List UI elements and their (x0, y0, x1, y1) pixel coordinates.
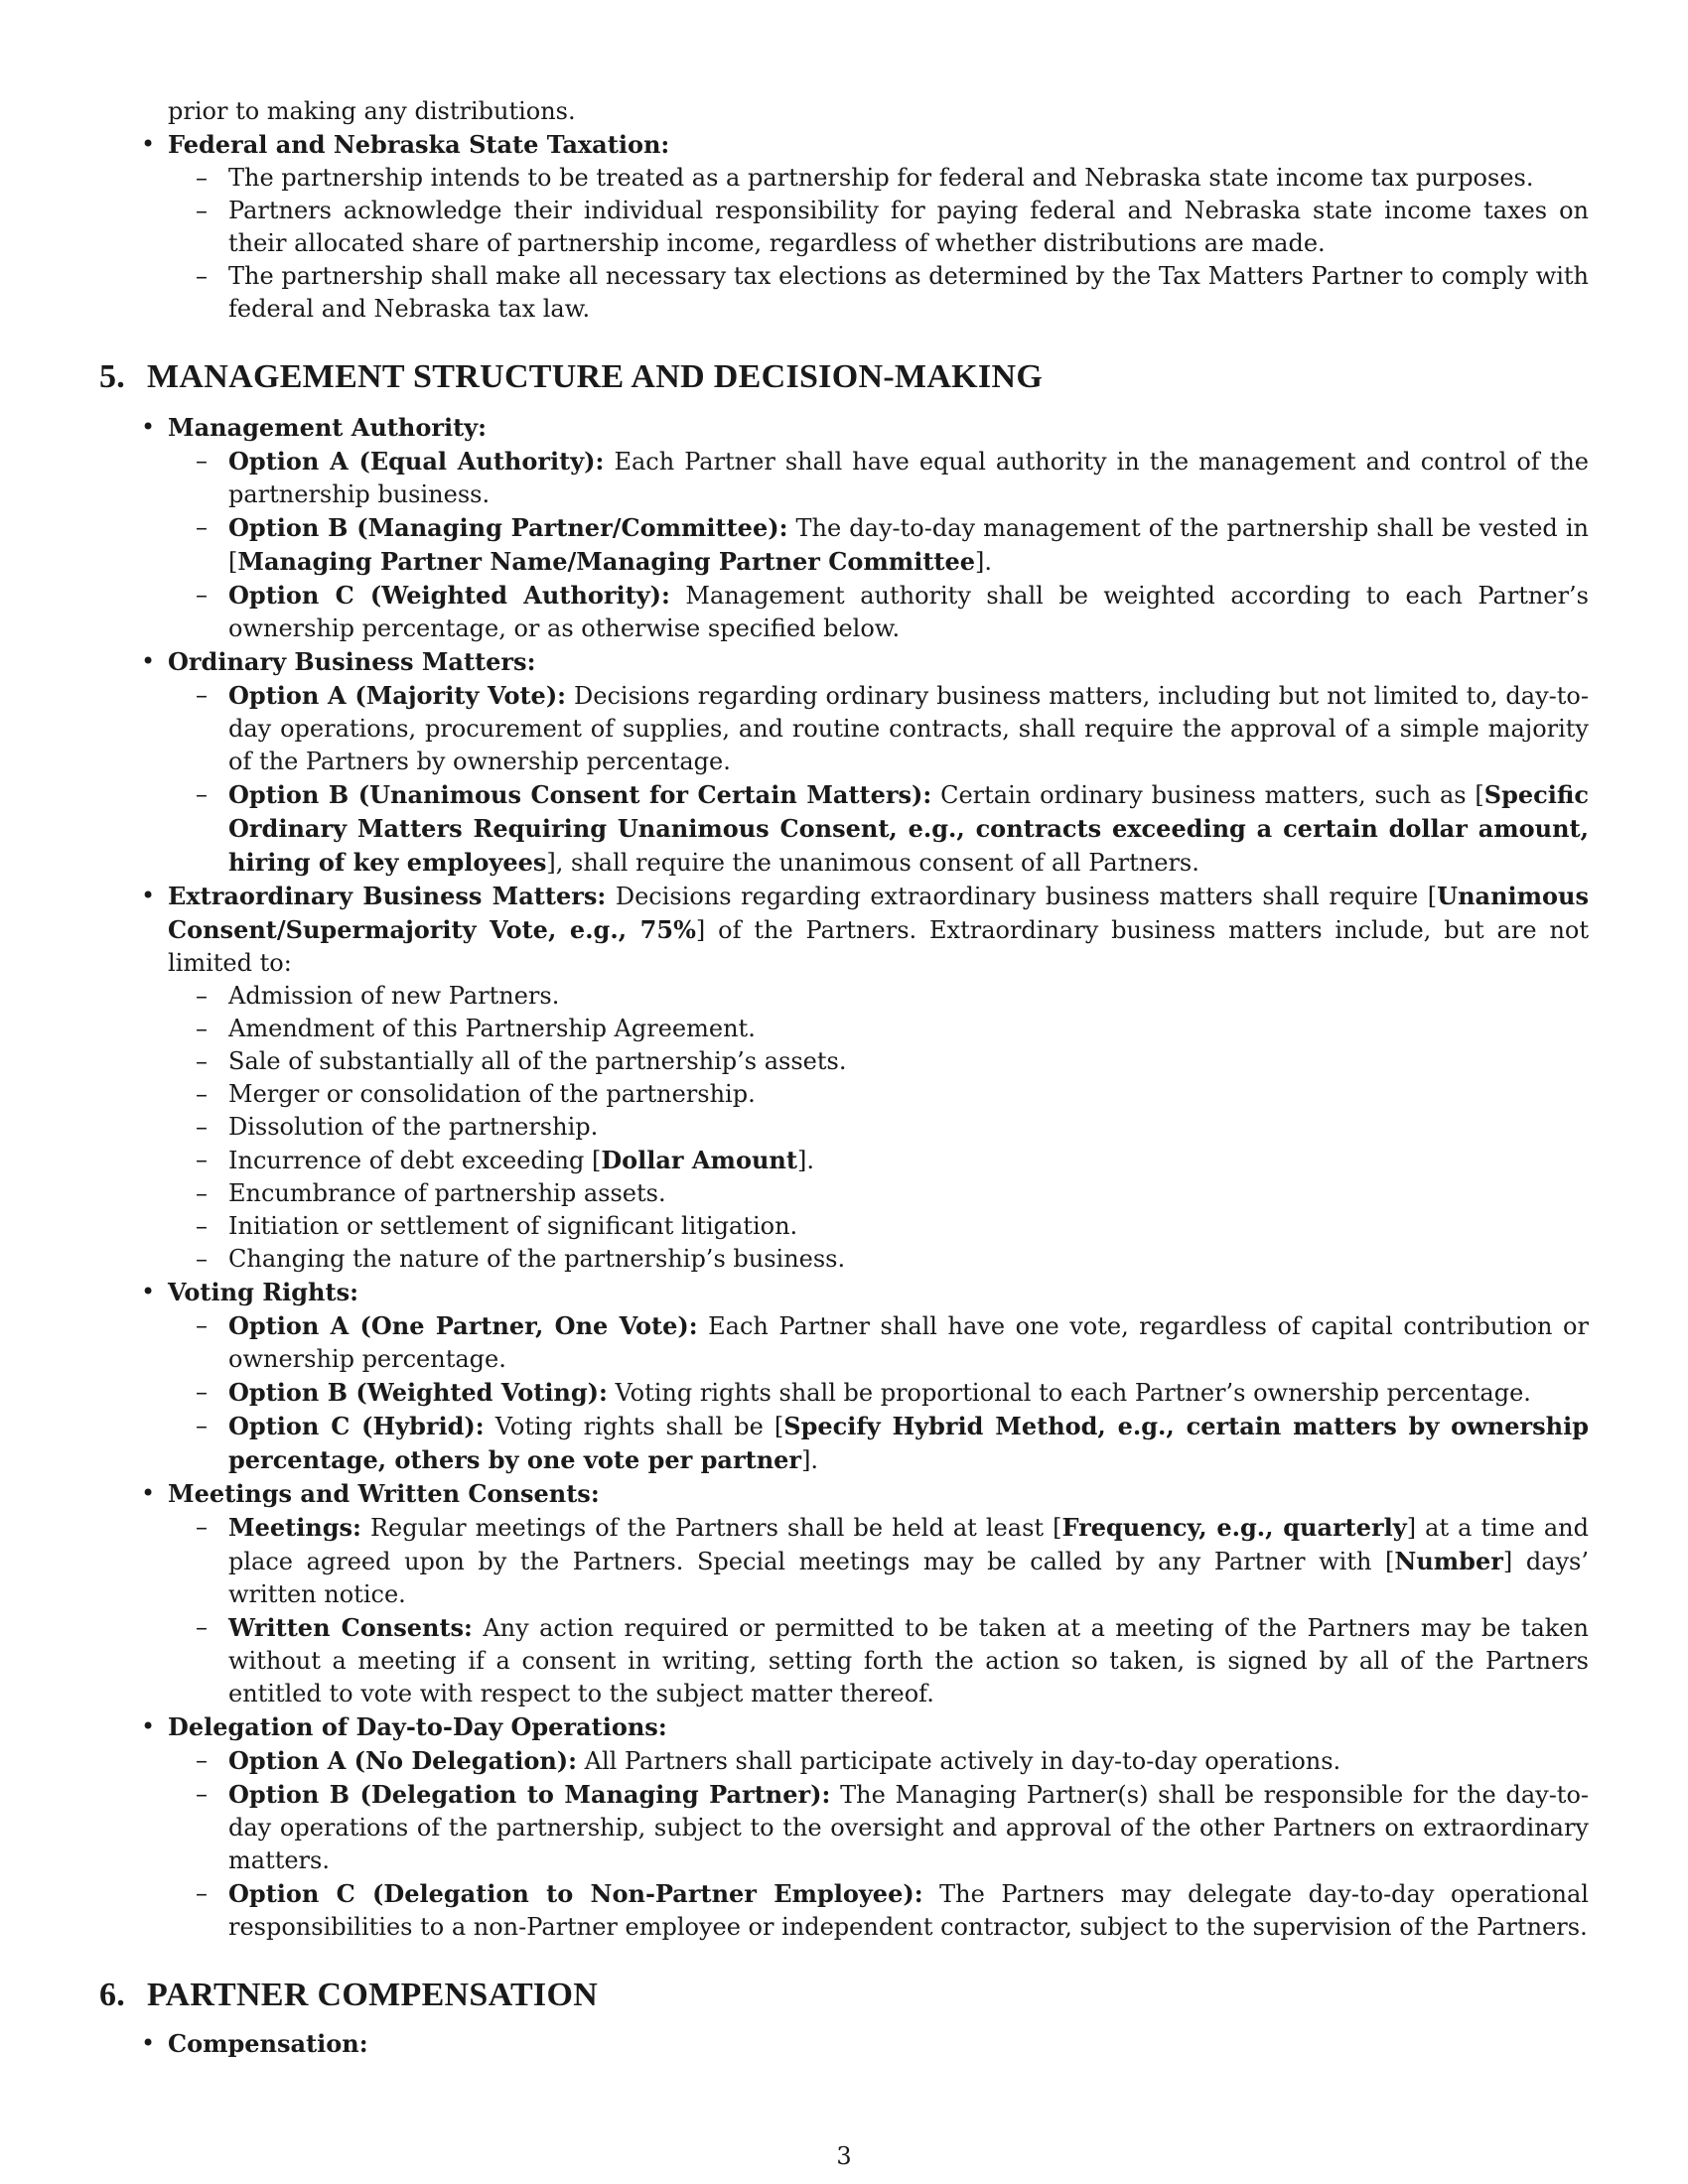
option-item: – Option A (Majority Vote): Decisions regarding ordinary business matters, including but not limited to, day-to-day operations, procurement of supplies, and routine contracts, shall require the approval of a simple majority of the Partners by ownership percentage. (228, 679, 1589, 778)
list-item: – Encumbrance of partnership assets. (228, 1177, 1589, 1210)
option-item: – Meetings: Regular meetings of the Partners shall be held at least [Frequency, e.g., quarterly] at a time and place agreed upon by the Partners. Special meetings may be called by any Partner with [Number] days’ written notice. (228, 1511, 1589, 1611)
list-item: – Dissolution of the partnership. (228, 1111, 1589, 1144)
tax-list (99, 128, 1589, 326)
tax-item (168, 128, 1589, 326)
page-number: 3 (836, 2142, 852, 2170)
extraordinary-matters-item: • Extraordinary Business Matters: Decisions regarding extraordinary business matters shall require [Unanimous Consent/Supermajority Vote, e.g., 75%] of the Partners. Extraordinary business matters include, but are not limited to: – Admission of new Partners. – Amendment of this Partnership Agreement. – Sale of substantially all of the partnership’s assets. – Merger or consolidation of the partnership. – Dissolution of the partnership. – Incurrence of debt exceeding [Dollar Amount]. – Encumbrance of partnership assets. – Initiation or settlement of significant litigation. – Changing the nature of the partnership’s business. (168, 880, 1589, 1276)
option-item: – Option B (Unanimous Consent for Certain Matters): Certain ordinary business matters, such as [Specific Ordinary Matters Requiring Unanimous Consent, e.g., contracts exceeding a certain dollar amount, hiring of key employees], shall require the unanimous consent of all Partners. (228, 778, 1589, 880)
section-5-heading: 5. MANAGEMENT STRUCTURE AND DECISION-MAKING (99, 358, 1044, 395)
list-item: – Initiation or settlement of significant litigation. (228, 1210, 1589, 1243)
meetings-item: • Meetings and Written Consents: – Meetings: Regular meetings of the Partners shall be held at least [Frequency, e.g., quarterly] at a time and place agreed upon by the Partners. Special meetings may be called by any Partner with [Number] days’ written notice. – Written Consents: Any action required or permitted to be taken at a meeting of the Partners may be taken without a meeting if a consent in writing, setting forth the action so taken, is signed by all of the Partners entitled to vote with respect to the subject matter thereof. (168, 1477, 1589, 1710)
section-5-list (99, 411, 1589, 1944)
section-6-list (99, 2027, 1589, 2061)
option-item: – Option B (Delegation to Managing Partner): The Managing Partner(s) shall be responsible for the day-to-day operations of the partnership, subject to the oversight and approval of the other Partners on extraordinary matters. (228, 1778, 1589, 1877)
tax-subitem: – The partnership intends to be treated as a partnership for federal and Nebraska state income tax purposes. (228, 162, 1589, 195)
option-item: – Option C (Weighted Authority): Management authority shall be weighted according to each Partner’s ownership percentage, or as otherwise specified below. (228, 579, 1589, 645)
option-item: – Option B (Managing Partner/Committee): The day-to-day management of the partnership shall be vested in [Managing Partner Name/Managing Partner Committee]. (228, 511, 1589, 579)
option-item: – Option A (No Delegation): All Partners shall participate actively in day-to-day operations. (228, 1744, 1589, 1778)
option-item: – Option C (Delegation to Non-Partner Employee): The Partners may delegate day-to-day operational responsibilities to a non-Partner employee or independent contractor, subject to the supervision of the Partners. (228, 1877, 1589, 1944)
option-item: – Option C (Hybrid): Voting rights shall be [Specify Hybrid Method, e.g., certain matters by ownership percentage, others by one vote per partner]. (228, 1410, 1589, 1477)
section-6-heading: 6. PARTNER COMPENSATION (99, 1977, 599, 2013)
option-item: – Written Consents: Any action required or permitted to be taken at a meeting of the Partners may be taken without a meeting if a consent in writing, setting forth the action so taken, is signed by all of the Partners entitled to vote with respect to the subject matter thereof. (228, 1611, 1589, 1710)
list-item: – Sale of substantially all of the partnership’s assets. (228, 1045, 1589, 1078)
option-item: – Option A (Equal Authority): Each Partner shall have equal authority in the management and control of the partnership business. (228, 445, 1589, 511)
tax-subitem: – The partnership shall make all necessary tax elections as determined by the Tax Matters Partner to comply with federal and Nebraska tax law. (228, 260, 1589, 326)
continuation-text: prior to making any distributions. (168, 97, 576, 125)
list-item: – Admission of new Partners. (228, 980, 1589, 1013)
compensation-item: • Compensation: (168, 2027, 1589, 2061)
list-item: – Merger or consolidation of the partnership. (228, 1078, 1589, 1111)
ordinary-matters-item: • Ordinary Business Matters: – Option A (Majority Vote): Decisions regarding ordinary business matters, including but not limited to, day-to-day operations, procurement of supplies, and routine contracts, shall require the approval of a simple majority of the Partners by ownership percentage. – Option B (Unanimous Consent for Certain Matters): Certain ordinary business matters, such as [Specific Ordinary Matters Requiring Unanimous Consent, e.g., contracts exceeding a certain dollar amount, hiring of key employees], shall require the unanimous consent of all Partners. (168, 645, 1589, 880)
voting-rights-item: • Voting Rights: – Option A (One Partner, One Vote): Each Partner shall have one vote, regardless of capital contribution or ownership percentage. – Option B (Weighted Voting): Voting rights shall be proportional to each Partner’s ownership percentage. – Option C (Hybrid): Voting rights shall be [Specify Hybrid Method, e.g., certain matters by ownership percentage, others by one vote per partner]. (168, 1276, 1589, 1477)
delegation-item: • Delegation of Day-to-Day Operations: – Option A (No Delegation): All Partners shall participate actively in day-to-day operations. – Option B (Delegation to Managing Partner): The Managing Partner(s) shall be responsible for the day-to-day operations of the partnership, subject to the oversight and approval of the other Partners on extraordinary matters. – Option C (Delegation to Non-Partner Employee): The Partners may delegate day-to-day operational responsibilities to a non-Partner employee or independent contractor, subject to the supervision of the Partners. (168, 1710, 1589, 1944)
option-item: – Option B (Weighted Voting): Voting rights shall be proportional to each Partner’s ownership percentage. (228, 1376, 1589, 1410)
list-item: – Changing the nature of the partnership’s business. (228, 1243, 1589, 1276)
list-item: – Amendment of this Partnership Agreement. (228, 1013, 1589, 1045)
tax-subitem: – Partners acknowledge their individual responsibility for paying federal and Nebraska state income taxes on their allocated share of partnership income, regardless of whether distributions are made. (228, 195, 1589, 260)
option-item: – Option A (One Partner, One Vote): Each Partner shall have one vote, regardless of capital contribution or ownership percentage. (228, 1309, 1589, 1376)
document-page (99, 95, 1589, 2061)
tax-heading: Federal and Nebraska State Taxation: (168, 130, 670, 159)
management-authority-item: • Management Authority: – Option A (Equal Authority): Each Partner shall have equal authority in the management and control of the partnership business. – Option B (Managing Partner/Committee): The day-to-day management of the partnership shall be vested in [Managing Partner Name/Managing Partner Committee]. – Option C (Weighted Authority): Management authority shall be weighted according to each Partner’s ownership percentage, or as otherwise specified below. (168, 411, 1589, 645)
list-item: – Incurrence of debt exceeding [Dollar Amount]. (228, 1144, 1589, 1177)
